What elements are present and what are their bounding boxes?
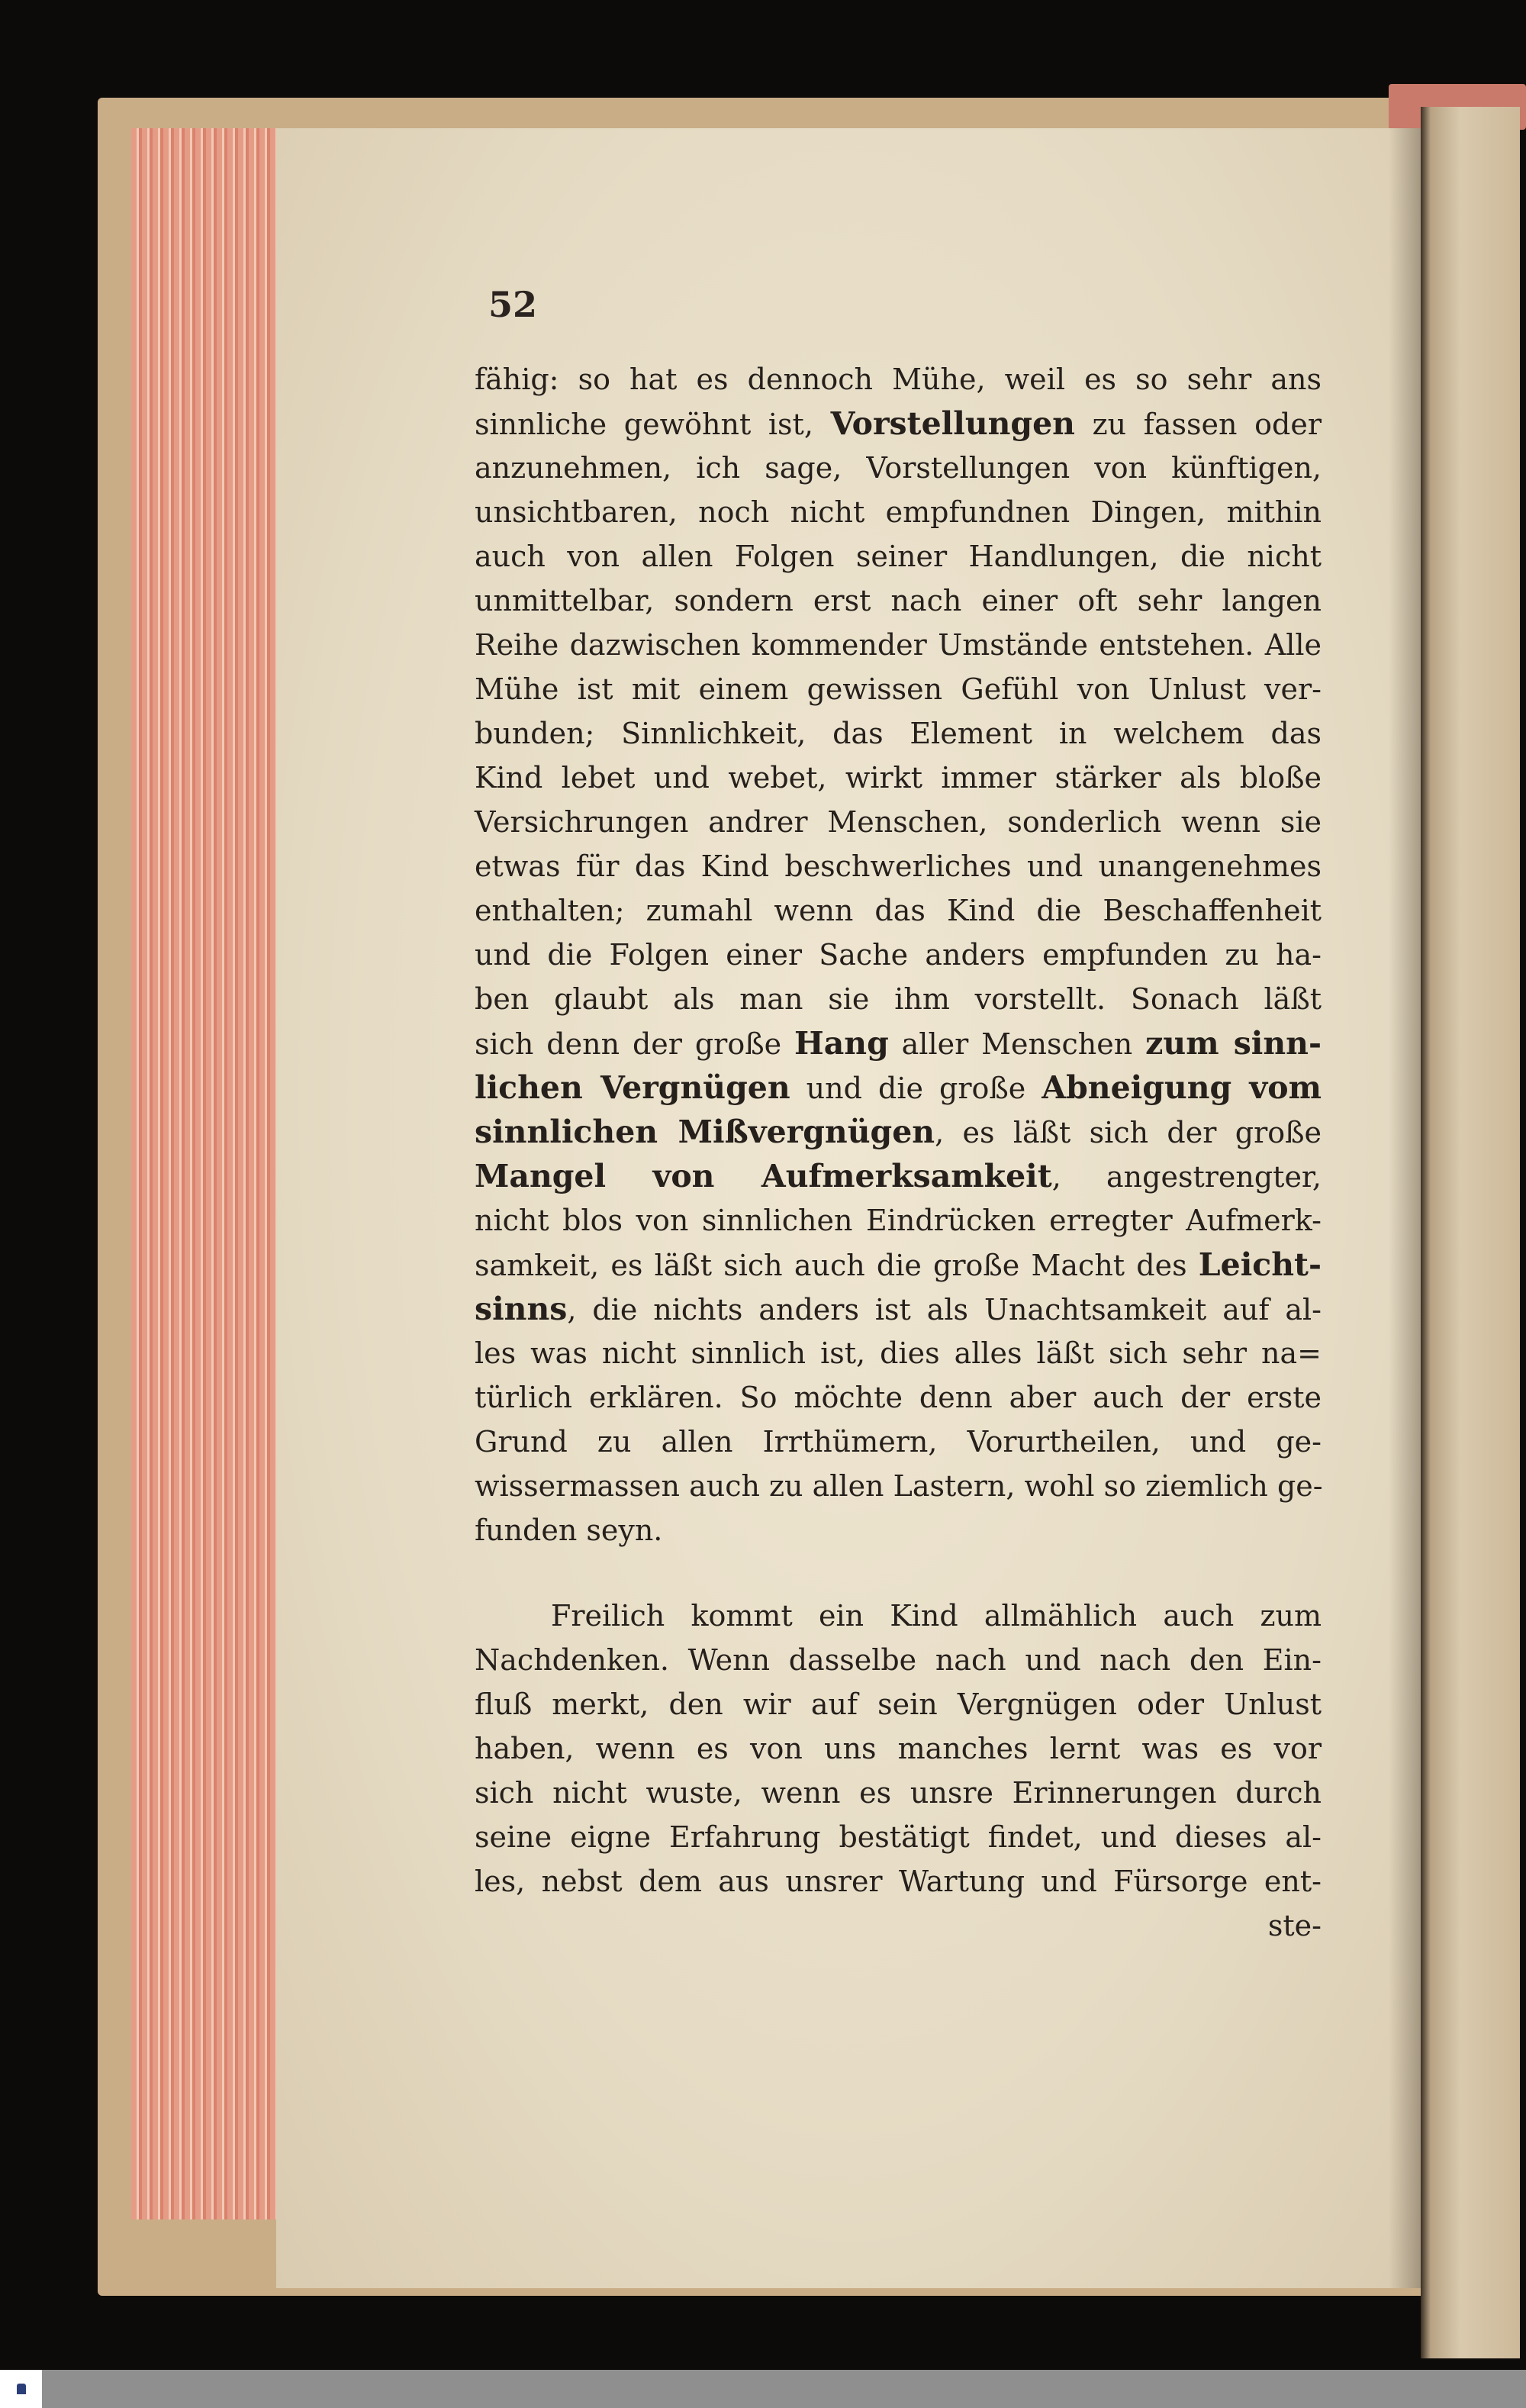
text-line xyxy=(475,756,1322,800)
text-segment: ben glaubt als man sie ihm vorstellt. Sonach läßt xyxy=(475,982,1322,1016)
emphasized-text: Mangel von Aufmerksamkeit xyxy=(475,1158,1052,1194)
text-segment: Kind lebet und webet, wirkt immer stärker als bloße xyxy=(475,761,1322,795)
gutter-shadow xyxy=(1389,128,1421,2288)
text-segment: , die nichts anders ist als Unachtsamkeit auf al- xyxy=(567,1293,1322,1326)
text-segment: anzunehmen, ich sage, Vorstellungen von künftigen, xyxy=(475,451,1322,485)
text-line xyxy=(475,711,1322,756)
text-segment: Reihe dazwischen kommender Umstände entstehen. Alle xyxy=(475,628,1322,662)
text-line xyxy=(475,1198,1322,1243)
text-line xyxy=(475,1287,1322,1331)
emphasized-text: zum sinn- xyxy=(1145,1025,1322,1062)
text-line xyxy=(475,1420,1322,1464)
text-line xyxy=(475,1594,1322,1638)
catchword: ste- xyxy=(1267,1909,1322,1942)
text-line xyxy=(475,1243,1322,1287)
text-segment: zu fassen oder xyxy=(1075,408,1322,441)
text-line xyxy=(475,1021,1322,1065)
viewer-bottom-bar xyxy=(0,2370,1526,2408)
red-page-edges xyxy=(131,128,280,2219)
text-segment: und die große xyxy=(790,1072,1042,1105)
text-line xyxy=(475,1110,1322,1154)
emphasized-text: lichen Vergnügen xyxy=(475,1069,790,1106)
paragraph-gap xyxy=(475,1552,1322,1594)
text-line xyxy=(475,1375,1322,1420)
text-segment: les, nebst dem aus unsrer Wartung und Fürsorge ent- xyxy=(475,1865,1322,1898)
text-segment: nicht blos von sinnlichen Eindrücken erregter Aufmerk- xyxy=(475,1204,1322,1237)
text-line xyxy=(475,1331,1322,1375)
text-segment: und die Folgen einer Sache anders empfunden zu ha- xyxy=(475,938,1322,972)
text-line xyxy=(475,1464,1322,1508)
facing-leaf xyxy=(1421,107,1520,2358)
text-line xyxy=(475,1815,1322,1859)
text-line xyxy=(475,1771,1322,1815)
text-line xyxy=(475,800,1322,844)
emphasized-text: Hang xyxy=(794,1025,889,1062)
text-segment: etwas für das Kind beschwerliches und unangenehmes xyxy=(475,849,1322,883)
logo-figure-icon xyxy=(17,2384,26,2394)
page-number: 52 xyxy=(488,284,538,325)
text-line xyxy=(475,623,1322,667)
text-segment: enthalten; zumahl wenn das Kind die Beschaffenheit xyxy=(475,894,1322,927)
text-line xyxy=(475,357,1322,401)
text-line xyxy=(475,1726,1322,1771)
emphasized-text: Leicht- xyxy=(1198,1246,1322,1283)
text-line xyxy=(475,1065,1322,1110)
text-line xyxy=(475,844,1322,888)
text-segment: Versichrungen andrer Menschen, sonderlich wenn sie xyxy=(475,805,1322,839)
text-segment: haben, wenn es von uns manches lernt was es vor xyxy=(475,1732,1322,1765)
text-segment: les was nicht sinnlich ist, dies alles läßt sich sehr na= xyxy=(475,1336,1322,1370)
text-segment: sich denn der große xyxy=(475,1027,794,1061)
text-line xyxy=(475,1638,1322,1682)
text-line xyxy=(475,446,1322,490)
text-line xyxy=(475,1859,1322,1904)
text-segment: samkeit, es läßt sich auch die große Macht des xyxy=(475,1249,1199,1282)
text-segment: , angestrengter, xyxy=(1051,1160,1322,1194)
text-line xyxy=(475,579,1322,623)
emphasized-text: Abneigung vom xyxy=(1041,1069,1322,1106)
text-segment: sich nicht wuste, wenn es unsre Erinnerungen durch xyxy=(475,1776,1322,1810)
text-line xyxy=(475,667,1322,711)
text-segment: türlich erklären. So möchte denn aber auch der erste xyxy=(475,1381,1322,1414)
emphasized-text: Vorstellungen xyxy=(830,405,1075,442)
text-line xyxy=(475,401,1322,446)
text-segment: aller Menschen xyxy=(888,1027,1146,1061)
text-line xyxy=(475,888,1322,933)
text-segment: Nachdenken. Wenn dasselbe nach und nach den Ein- xyxy=(475,1643,1322,1677)
text-segment: Freilich kommt ein Kind allmählich auch zum xyxy=(551,1599,1322,1633)
text-segment: auch von allen Folgen seiner Handlungen, die nicht xyxy=(475,540,1322,573)
text-segment: , es läßt sich der große xyxy=(935,1116,1322,1149)
text-segment: Mühe ist mit einem gewissen Gefühl von Unlust ver- xyxy=(475,672,1322,706)
text-line xyxy=(475,1508,1322,1552)
emphasized-text: sinnlichen Mißvergnügen xyxy=(475,1114,935,1150)
text-segment: fluß merkt, den wir auf sein Vergnügen oder Unlust xyxy=(475,1688,1322,1721)
text-segment: unsichtbaren, noch nicht empfundnen Dingen, mithin xyxy=(475,495,1322,529)
emphasized-text: sinns xyxy=(475,1291,568,1327)
text-segment: fähig: so hat es dennoch Mühe, weil es so sehr ans xyxy=(475,363,1322,396)
text-line xyxy=(475,933,1322,977)
text-segment: funden seyn. xyxy=(475,1513,663,1547)
text-segment: sinnliche gewöhnt ist, xyxy=(475,408,831,441)
text-segment: seine eigne Erfahrung bestätigt findet, und dieses al- xyxy=(475,1820,1322,1854)
institution-logo xyxy=(0,2370,42,2408)
body-text xyxy=(475,357,1322,1948)
text-segment: Grund zu allen Irrthümern, Vorurtheilen, und ge- xyxy=(475,1425,1322,1459)
text-segment: wissermassen auch zu allen Lastern, wohl so ziemlich ge- xyxy=(475,1469,1323,1503)
text-line xyxy=(475,1682,1322,1726)
text-line xyxy=(475,490,1322,534)
text-line xyxy=(475,534,1322,579)
text-segment: bunden; Sinnlichkeit, das Element in welchem das xyxy=(475,717,1322,750)
text-line xyxy=(475,1154,1322,1198)
text-segment: unmittelbar, sondern erst nach einer oft sehr langen xyxy=(475,584,1322,617)
text-line xyxy=(475,977,1322,1021)
